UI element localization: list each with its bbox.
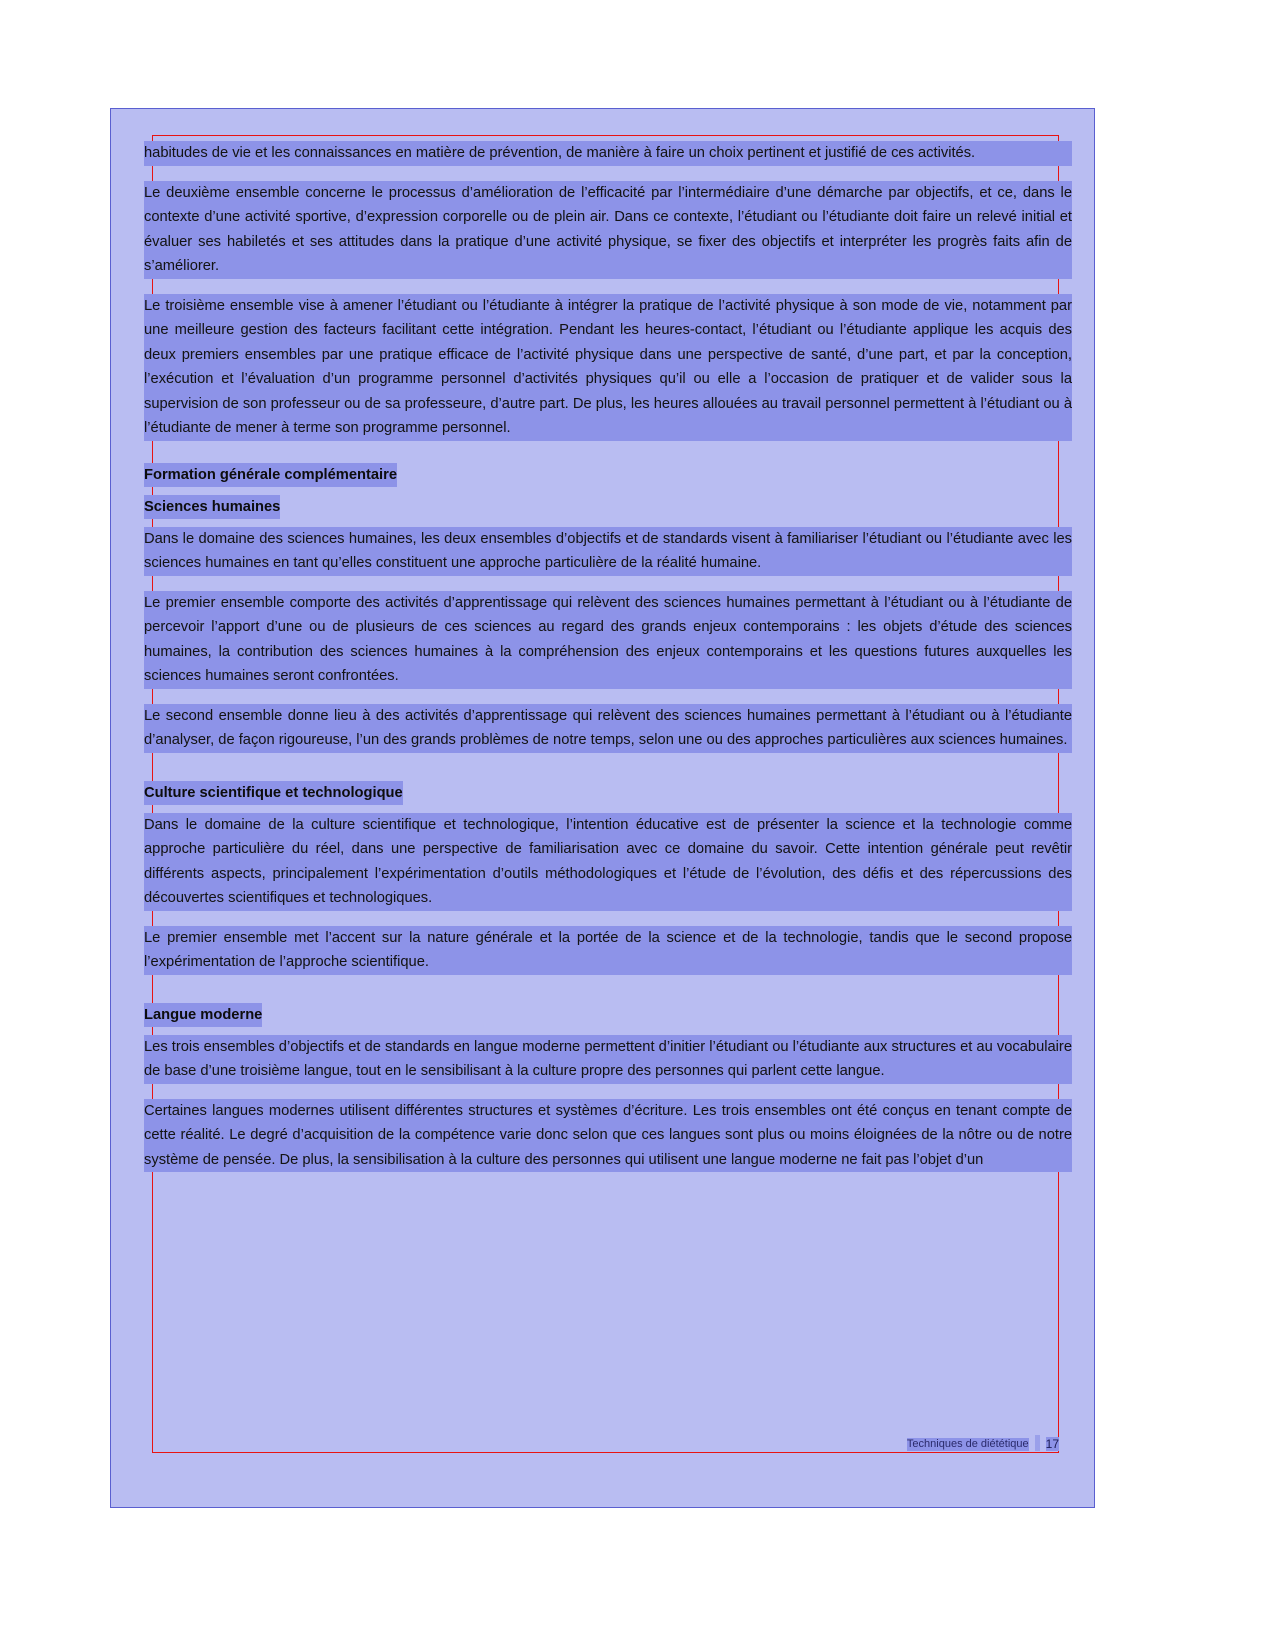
heading-sciences-humaines: Sciences humaines — [144, 495, 280, 519]
heading-culture-scientifique-et-technologique: Culture scientifique et technologique — [144, 781, 403, 805]
heading-formation-generale-complementaire: Formation générale complémentaire — [144, 463, 397, 487]
paragraph-culture-scientifique-intro: Dans le domaine de la culture scientifique et technologique, l’intention éducative est de présenter la science et la technologie comme approche particulière du réel, dans une perspective de familiarisation avec ce domaine du savoir. Cette intention générale peut revêtir différents aspects, principalement l’expérimentation d’outils méthodologiques et l’étude de l’évolution, des défis et des répercussions des découvertes scientifiques et technologiques. — [144, 813, 1072, 911]
paragraph-second-ensemble-sciences-humaines: Le second ensemble donne lieu à des activités d’apprentissage qui relèvent des sciences humaines permettant à l’étudiant ou à l’étudiante d’analyser, de façon rigoureuse, l’un des grands problèmes de notre temps, selon une ou des approches particulières aux sciences humaines. — [144, 704, 1072, 753]
paragraph-troisieme-ensemble: Le troisième ensemble vise à amener l’étudiant ou l’étudiante à intégrer la pratique de l’activité physique à son mode de vie, notamment par une meilleure gestion des facteurs facilitant cette intégration. Pendant les heures-contact, l’étudiant ou l’étudiante applique les acquis des deux premiers ensembles par une pratique efficace de l’activité physique dans une perspective de santé, d’une part, et par la conception, l’exécution et l’évaluation d’un programme personnel d’activités physiques qu’il ou elle a l’occasion de pratiquer et de valider sous la supervision de son professeur ou de sa professeure, d’autre part. De plus, les heures allouées au travail personnel permettent à l’étudiant ou à l’étudiante de mener à terme son programme personnel. — [144, 294, 1072, 441]
paragraph-langue-moderne-intro: Les trois ensembles d’objectifs et de standards en langue moderne permettent d’initier l’étudiant ou l’étudiante aux structures et au vocabulaire de base d’une troisième langue, tout en le sensibilisant à la culture propre des personnes qui parlent cette langue. — [144, 1035, 1072, 1084]
paragraph-premier-ensemble-sciences-humaines: Le premier ensemble comporte des activités d’apprentissage qui relèvent des sciences humaines permettant à l’étudiant ou à l’étudiante de percevoir l’apport d’une ou de plusieurs de ces sciences au regard des grands enjeux contemporains : les objets d’étude des sciences humaines, la contribution des sciences humaines à la compréhension des enjeux contemporains et les questions futures auxquelles les sciences humaines seront confrontées. — [144, 591, 1072, 689]
page-footer — [152, 1425, 1059, 1451]
heading-sciences-humaines-wrap — [144, 495, 1072, 523]
document-content — [144, 141, 1072, 1461]
paragraph-premier-ensemble-culture-scientifique: Le premier ensemble met l’accent sur la nature générale et la portée de la science et de la technologie, tandis que le second propose l’expérimentation de l’approche scientifique. — [144, 926, 1072, 975]
heading-langue-moderne-wrap — [144, 1003, 1072, 1031]
heading-formation-generale-complementaire-wrap — [144, 463, 1072, 491]
paragraph-habitudes-de-vie: habitudes de vie et les connaissances en matière de prévention, de manière à faire un choix pertinent et justifié de ces activités. — [144, 141, 1072, 166]
heading-langue-moderne: Langue moderne — [144, 1003, 262, 1027]
heading-culture-scientifique-et-technologique-wrap — [144, 781, 1072, 809]
footer-page-number: 17 — [1045, 1437, 1059, 1451]
page-footer-inner — [907, 1435, 1059, 1451]
footer-separator — [1035, 1435, 1040, 1451]
footer-program-title: Techniques de diététique — [906, 1438, 1029, 1450]
paragraph-sciences-humaines-intro: Dans le domaine des sciences humaines, les deux ensembles d’objectifs et de standards visent à familiariser l’étudiant ou l’étudiante avec les sciences humaines en tant qu’elles constituent une approche particulière de la réalité humaine. — [144, 527, 1072, 576]
paragraph-certaines-langues-modernes: Certaines langues modernes utilisent différentes structures et systèmes d’écriture. Les trois ensembles ont été conçus en tenant compte de cette réalité. Le degré d’acquisition de la compétence varie donc selon que ces langues sont plus ou moins éloignées de la nôtre ou de notre système de pensée. De plus, la sensibilisation à la culture des personnes qui utilisent une langue moderne ne fait pas l’objet d’un — [144, 1099, 1072, 1173]
paragraph-deuxieme-ensemble: Le deuxième ensemble concerne le processus d’amélioration de l’efficacité par l’intermédiaire d’une démarche par objectifs, et ce, dans le contexte d’une activité sportive, d’expression corporelle ou de plein air. Dans ce contexte, l’étudiant ou l’étudiante doit faire un relevé initial et évaluer ses habiletés et ses attitudes dans la pratique d’une activité physique, se fixer des objectifs et interpréter les progrès faits afin de s’améliorer. — [144, 181, 1072, 279]
